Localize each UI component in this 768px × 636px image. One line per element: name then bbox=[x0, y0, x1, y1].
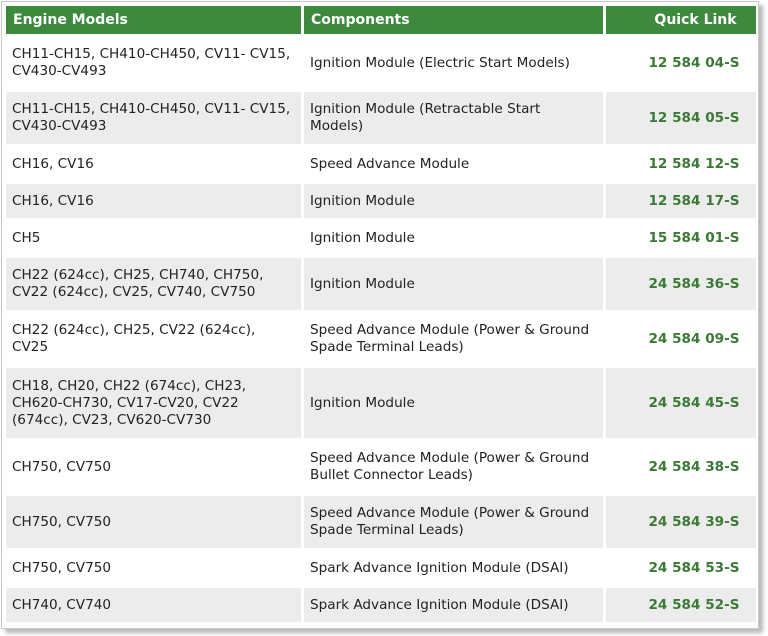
engine-models-cell: CH750, CV750 bbox=[12, 559, 112, 576]
component-cell: Ignition Module bbox=[304, 184, 603, 218]
engine-models-cell: CH5 bbox=[12, 229, 41, 246]
ignition-parts-table bbox=[3, 3, 759, 625]
table-row bbox=[6, 551, 756, 585]
engine-models-cell: CH22 (624cc), CH25, CV22 (624cc), CV25 bbox=[12, 322, 256, 355]
component-cell: Speed Advance Module bbox=[310, 155, 470, 172]
quick-link[interactable]: 24 584 09-S bbox=[648, 330, 740, 347]
quick-link[interactable]: 24 584 36-S bbox=[606, 258, 756, 310]
table-row bbox=[6, 37, 756, 89]
table-row bbox=[6, 258, 756, 310]
component-cell: Ignition Module (Electric Start Models) bbox=[310, 54, 570, 71]
engine-models-cell: CH750, CV750 bbox=[6, 496, 301, 548]
table-row bbox=[6, 147, 756, 181]
quick-link[interactable]: 12 584 17-S bbox=[606, 184, 756, 218]
quick-link[interactable]: 24 584 52-S bbox=[606, 588, 756, 622]
header-quick-link: Quick Link bbox=[606, 6, 756, 34]
quick-link[interactable]: 24 584 38-S bbox=[648, 458, 740, 475]
engine-models-cell: CH18, CH20, CH22 (674cc), CH23, CH620-CH730, CV17-CV20, CV22 (674cc), CV23, CV620-CV730 bbox=[6, 368, 301, 438]
engine-models-cell: CH11-CH15, CH410-CH450, CV11- CV15, CV430-CV493 bbox=[12, 46, 291, 79]
engine-models-cell: CH750, CV750 bbox=[12, 458, 112, 475]
table-row bbox=[6, 92, 756, 144]
engine-models-cell: CH16, CV16 bbox=[6, 184, 301, 218]
component-cell: Ignition Module bbox=[304, 368, 603, 438]
quick-link[interactable]: 24 584 45-S bbox=[606, 368, 756, 438]
quick-link[interactable]: 12 584 04-S bbox=[648, 54, 740, 71]
table-row bbox=[6, 313, 756, 365]
component-cell: Speed Advance Module (Power & Ground Spade Terminal Leads) bbox=[304, 496, 603, 548]
quick-link[interactable]: 12 584 05-S bbox=[606, 92, 756, 144]
quick-link[interactable]: 12 584 12-S bbox=[648, 155, 740, 172]
component-cell: Spark Advance Ignition Module (DSAI) bbox=[304, 588, 603, 622]
engine-models-cell: CH11-CH15, CH410-CH450, CV11- CV15, CV430-CV493 bbox=[6, 92, 301, 144]
table-row bbox=[6, 221, 756, 255]
engine-models-cell: CH740, CV740 bbox=[6, 588, 301, 622]
component-cell: Ignition Module (Retractable Start Models) bbox=[304, 92, 603, 144]
component-cell: Ignition Module bbox=[304, 258, 603, 310]
header-engine-models: Engine Models bbox=[6, 6, 301, 34]
table-row bbox=[6, 496, 756, 548]
engine-models-cell: CH16, CV16 bbox=[12, 155, 94, 172]
quick-link[interactable]: 24 584 53-S bbox=[648, 559, 740, 576]
component-cell: Speed Advance Module (Power & Ground Spade Terminal Leads) bbox=[310, 322, 590, 355]
quick-link[interactable]: 24 584 39-S bbox=[606, 496, 756, 548]
header-components: Components bbox=[304, 6, 603, 34]
table-row bbox=[6, 441, 756, 493]
header-row bbox=[6, 6, 756, 34]
engine-models-cell: CH22 (624cc), CH25, CH740, CH750, CV22 (624cc), CV25, CV740, CV750 bbox=[6, 258, 301, 310]
table-row bbox=[6, 184, 756, 218]
component-cell: Speed Advance Module (Power & Ground Bullet Connector Leads) bbox=[310, 450, 590, 483]
table-row bbox=[6, 588, 756, 622]
quick-link[interactable]: 15 584 01-S bbox=[648, 229, 740, 246]
component-cell: Spark Advance Ignition Module (DSAI) bbox=[310, 559, 569, 576]
table-row bbox=[6, 368, 756, 438]
component-cell: Ignition Module bbox=[310, 229, 415, 246]
